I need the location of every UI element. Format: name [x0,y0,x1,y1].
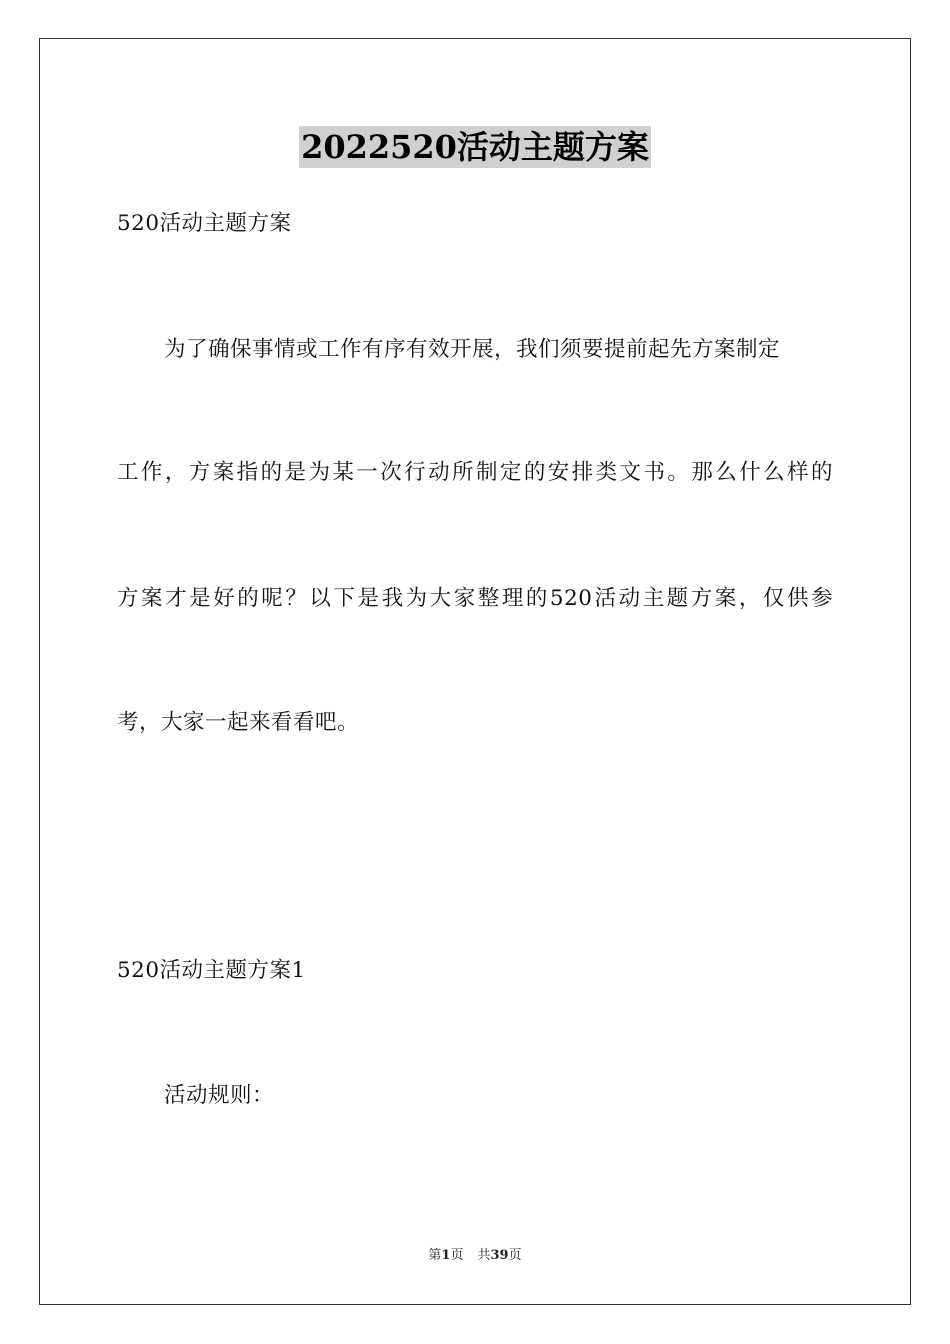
total-prefix: 共 [477,1248,491,1263]
intro-line-1: 为了确保事情或工作有序有效开展，我们须要提前起先方案制定 [164,337,781,362]
page-prefix: 第 [428,1248,442,1263]
total-suffix: 页 [508,1248,522,1263]
page-suffix: 页 [450,1248,464,1263]
section-heading: 520活动主题方案1 [117,958,306,983]
total-pages: 39 [490,1248,509,1263]
title-container [0,126,950,168]
page-number: 1 [441,1248,451,1263]
intro-line-4: 考，大家一起来看看吧。 [117,710,360,735]
intro-line-2: 工作，方案指的是为某一次行动所制定的安排类文书。那么什么样的 [117,460,833,485]
document-title: 2022520活动主题方案 [301,128,649,166]
document-subtitle: 520活动主题方案 [117,211,292,236]
rules-label: 活动规则： [164,1083,275,1108]
intro-line-3: 方案才是好的呢？以下是我为大家整理的520活动主题方案，仅供参 [117,586,833,611]
page-footer [0,1246,950,1266]
